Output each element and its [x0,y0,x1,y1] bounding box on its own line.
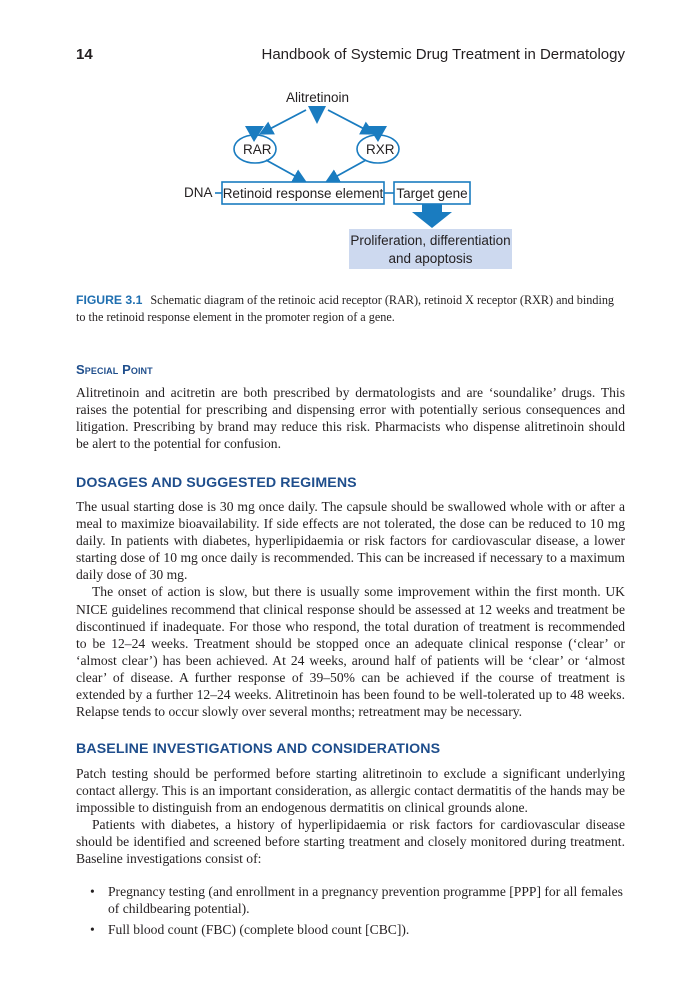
arrow-drug-to-rar [262,110,306,133]
outcome-label-line1: Proliferation, differentiation [350,232,511,248]
figure-caption-label: FIGURE 3.1 [76,293,143,307]
bullet-dot: • [90,922,95,938]
bullet-text: Full blood count (FBC) (complete blood count [CBC]). [108,922,410,938]
baseline-bullet-list [76,883,625,942]
outcome-label-line2: and apoptosis [388,250,473,266]
special-point-heading: Special Point [76,362,153,377]
figure-caption-text: Schematic diagram of the retinoic acid receptor (RAR), retinoid X receptor (RXR) and binding to the retinoid response element in the promoter region of a gene. [76,293,615,324]
rxr-label: RXR [366,142,395,157]
figure-3-1 [0,0,700,290]
drug-label: Alitretinoin [286,90,350,105]
rar-label: RAR [243,142,272,157]
down-arrow [412,204,452,228]
drug-triangle [308,106,326,124]
bullet-item [76,883,625,917]
arrow-rxr-to-element [328,160,366,181]
dosages-paragraph-1: The usual starting dose is 30 mg once daily. The capsule should be swallowed whole with or after a meal to maximize bioavailability. If side effects are not tolerated, the dose can be reduced to 10 mg daily. In patients with diabetes, hyperlipidaemia or risk factors for cardiovascular disease, a lower starting dose of 10 mg once daily is recommended. This can be increased if necessary to a maximum daily dose of 30 mg. [76,499,625,583]
dosages-paragraph-2: The onset of action is slow, but there is usually some improvement within the first month. UK NICE guidelines recommend that clinical response should be assessed at 12 weeks and treatment be discontinued if inadequate. For those who respond, the total duration of treatment is recommended to be 12–24 weeks. Treatment should be stopped once an adequate clinical response (‘clear’ or ‘almost clear’) has been achieved. At 24 weeks, around half of patients will be ‘clear’ or ‘almost clear’ of disease. A further response of 39–50% can be achieved if the course of treatment is extended by a further 12–24 weeks. Alitretinoin has been found to be well-tolerated up to 48 weeks. Relapse tends to occur slowly over several months; retreatment may be necessary. [76,584,625,720]
target-gene-label: Target gene [396,185,468,201]
dosages-body [76,498,625,720]
figure-caption [76,292,626,326]
special-point-paragraph: Alitretinoin and acitretin are both prescribed by dermatologists and are ‘soundalike’ drugs. This raises the potential for prescribing and dispensing error with potentially serious consequences and litigation. Prescribing by brand may reduce this risk. Pharmacists who dispense alitretinoin should be alert to the potential for confusion. [76,385,625,452]
arrow-drug-to-rxr [328,110,372,133]
running-header-title: Handbook of Systemic Drug Treatment in Dermatology [261,46,625,63]
baseline-body [76,765,625,868]
baseline-heading: BASELINE INVESTIGATIONS AND CONSIDERATIONS [76,741,441,757]
bullet-text: Pregnancy testing (and enrollment in a pregnancy prevention programme [PPP] for all females of childbearing potential). [108,884,623,917]
special-point-text [76,384,625,452]
baseline-paragraph-1: Patch testing should be performed before starting alitretinoin to exclude a significant underlying contact allergy. This is an important consideration, as allergic contact dermatitis of the hands may be impossible to distinguish from an endogenous dermatitis on clinical grounds alone. [76,766,625,816]
response-element-label: Retinoid response element [222,185,384,201]
arrow-rar-to-element [266,160,304,181]
bullet-item [76,921,625,938]
baseline-paragraph-2: Patients with diabetes, a history of hyperlipidaemia or risk factors for cardiovascular disease should be identified and screened before starting treatment and closely monitored during treatment. Baseline investigations consist of: [76,817,625,867]
dosages-heading: DOSAGES AND SUGGESTED REGIMENS [76,475,357,491]
page-number: 14 [76,46,93,63]
bullet-dot: • [90,884,95,899]
dna-label: DNA [184,185,213,200]
